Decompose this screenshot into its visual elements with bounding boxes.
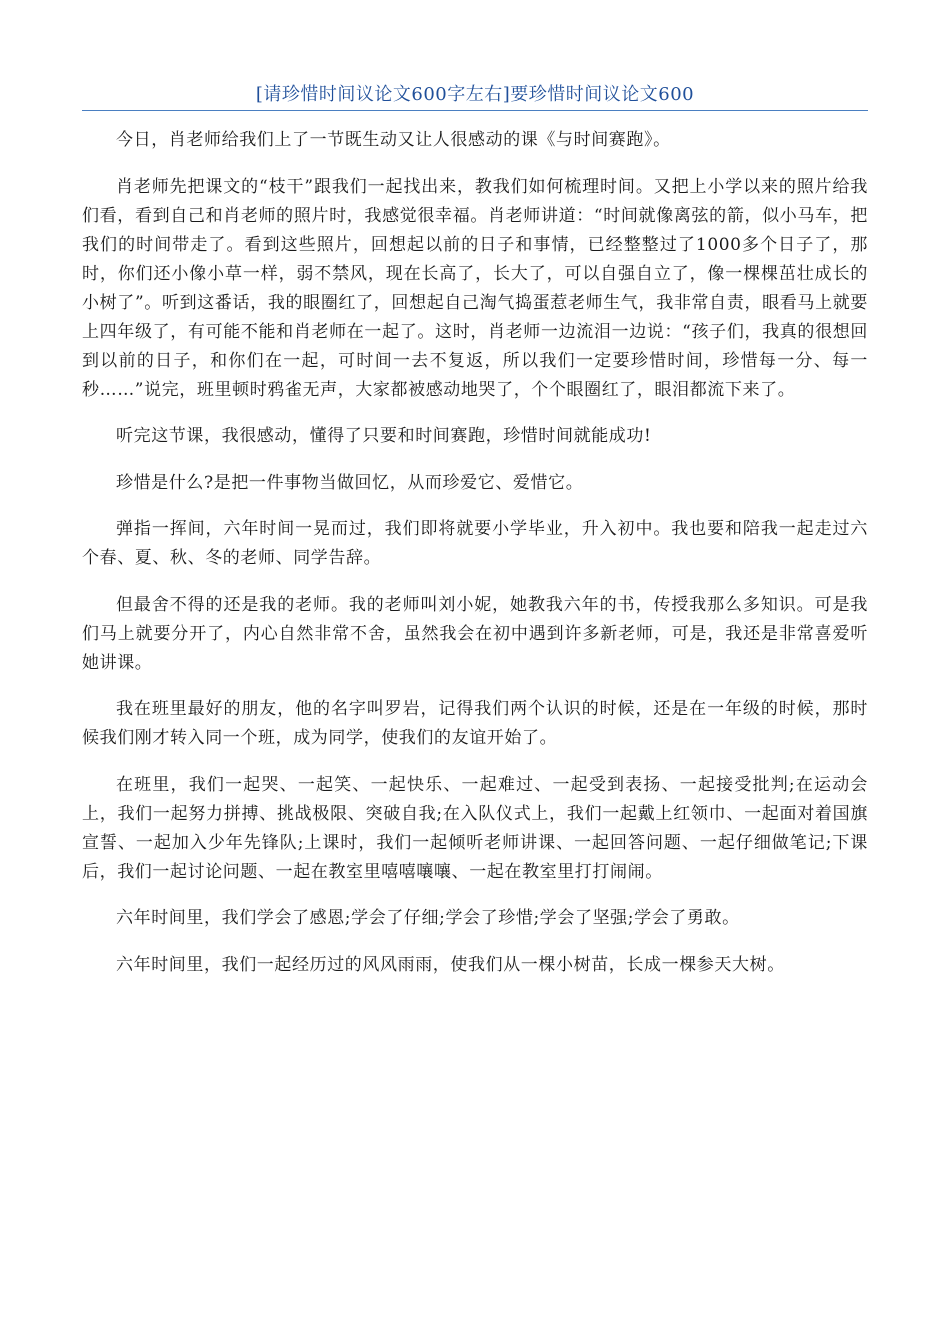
paragraph: 珍惜是什么?是把一件事物当做回忆，从而珍爱它、爱惜它。 xyxy=(116,472,584,493)
paragraph: 六年时间里，我们一起经历过的风风雨雨，使我们从一棵小树苗，长成一棵参天大树。 xyxy=(116,954,785,975)
article-body xyxy=(82,126,868,997)
paragraph: 我在班里最好的朋友，他的名字叫罗岩，记得我们两个认识的时候，还是在一年级的时候，那时候我们刚才转入同一个班，成为同学，使我们的友谊开始了。 xyxy=(82,699,868,748)
page-header xyxy=(82,82,868,111)
page-title: [请珍惜时间议论文600字左右]要珍惜时间议论文600 xyxy=(255,84,695,105)
paragraph: 肖老师先把课文的“枝干”跟我们一起找出来，教我们如何梳理时间。又把上小学以来的照片给我们看，看到自己和肖老师的照片时，我感觉很幸福。肖老师讲道：“时间就像离弦的箭，似小马车，把我们的时间带走了。看到这些照片，回想起以前的日子和事情，已经整整过了1000多个日子了，那时，你们还小像小草一样，弱不禁风，现在长高了，长大了，可以自强自立了，像一棵棵茁壮成长的小树了”。听到这番话，我的眼圈红了，回想起自己淘气捣蛋惹老师生气，我非常自责，眼看马上就要上四年级了，有可能不能和肖老师在一起了。这时，肖老师一边流泪一边说：“孩子们，我真的很想回到以前的日子，和你们在一起，可时间一去不复返，所以我们一定要珍惜时间，珍惜每一分、每一秒……”说完，班里顿时鸦雀无声，大家都被感动地哭了，个个眼圈红了，眼泪都流下来了。 xyxy=(82,176,868,400)
paragraph: 但最舍不得的还是我的老师。我的老师叫刘小妮，她教我六年的书，传授我那么多知识。可是我们马上就要分开了，内心自然非常不舍，虽然我会在初中遇到许多新老师，可是，我还是非常喜爱听她讲课。 xyxy=(82,594,868,673)
paragraph: 听完这节课，我很感动，懂得了只要和时间赛跑，珍惜时间就能成功! xyxy=(116,426,652,446)
paragraph: 在班里，我们一起哭、一起笑、一起快乐、一起难过、一起受到表扬、一起接受批判;在运动会上，我们一起努力拼搏、挑战极限、突破自我;在入队仪式上，我们一起戴上红领巾、一起面对着国旗宣誓、一起加入少年先锋队;上课时，我们一起倾听老师讲课、一起回答问题、一起仔细做笔记;下课后，我们一起讨论问题、一起在教室里嘻嘻嚷嚷、一起在教室里打打闹闹。 xyxy=(82,774,868,882)
paragraph: 今日，肖老师给我们上了一节既生动又让人很感动的课《与时间赛跑》。 xyxy=(116,130,671,150)
paragraph: 弹指一挥间，六年时间一晃而过，我们即将就要小学毕业，升入初中。我也要和陪我一起走过六个春、夏、秋、冬的老师、同学告辞。 xyxy=(82,519,868,568)
paragraph: 六年时间里，我们学会了感恩;学会了仔细;学会了珍惜;学会了坚强;学会了勇敢。 xyxy=(116,908,740,928)
